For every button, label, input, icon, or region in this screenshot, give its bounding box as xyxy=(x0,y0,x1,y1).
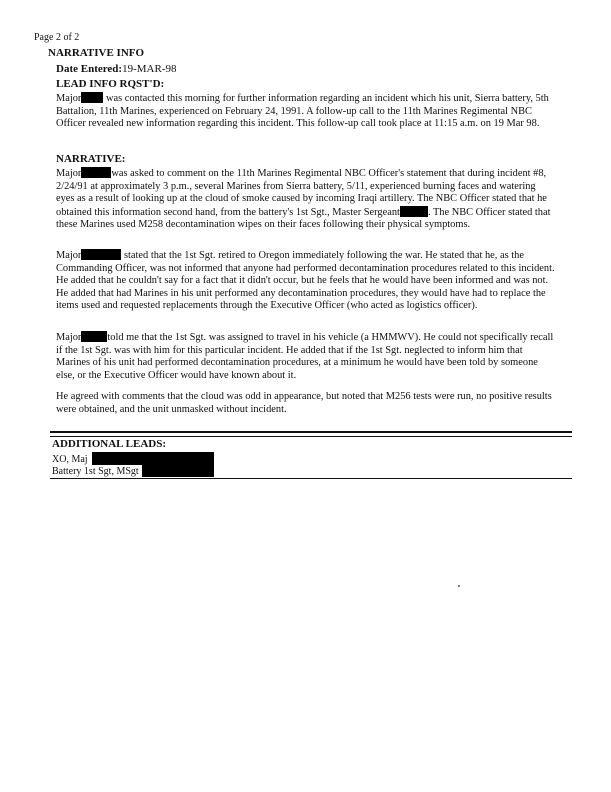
divider-rule-thin xyxy=(50,436,572,437)
narrative-paragraph-1 xyxy=(56,167,556,232)
narrative-label: NARRATIVE: xyxy=(56,153,126,165)
p1-post: . The NBC Officer stated that these Marines used M258 decontamination wipes on their faces following their physical symptoms. xyxy=(56,206,551,231)
p3-post: told me that the 1st Sgt. was assigned to travel in his vehicle (a HMMWV). He could not specifically recall if the 1st Sgt. was with him for this particular incident. He added that if the 1st Sgt. neglected to inform him that Marines of his unit had performed decontamination procedures, at a minimum he would have been told by someone else, or the Executive Officer would have known about it. xyxy=(56,332,554,381)
p2-pre: Major xyxy=(56,250,82,261)
redaction-block xyxy=(81,331,107,342)
section-title: NARRATIVE INFO xyxy=(48,47,145,59)
lead-info-post: was contacted this morning for further information regarding an incident which his unit, Sierra battery, 5th Battalion, 11th Marines, experienced on February 24, 1991. A follow-up call to the 11th Marines Regimental NBC Officer revealed new information regarding this incident. This follow-up call took place at 11:15 a.m. on 19 Mar 98. xyxy=(56,93,549,130)
scan-speck xyxy=(458,585,460,587)
date-entered-label: Date Entered: xyxy=(56,63,123,75)
additional-lead-item xyxy=(52,464,214,478)
page-number: Page 2 of 2 xyxy=(34,32,80,43)
redaction-block xyxy=(81,167,111,178)
redaction-block xyxy=(400,206,428,217)
additional-leads-label: ADDITIONAL LEADS: xyxy=(52,438,166,450)
lead-item-label: Battery 1st Sgt, MSgt xyxy=(52,466,139,477)
p1-mid: was asked to comment on the 11th Marines Regimental NBC Officer's statement that during incident #8, 2/24/91 at approximately 3 p.m., several Marines from Sierra battery, 5/11, experienced burning faces and watering eyes as a result of looking up at the cloud of smoke caused by incoming Iraqi artillery. The NBC Officer stated that he obtained this information second hand, from the battery's 1st Sgt., Master Sergeant xyxy=(56,168,547,218)
lead-info-paragraph xyxy=(56,92,556,131)
divider-rule-bottom xyxy=(50,478,572,479)
lead-info-label: LEAD INFO RQST'D: xyxy=(56,78,165,90)
p1-pre: Major xyxy=(56,168,82,179)
redaction-block xyxy=(81,249,121,260)
date-entered-row xyxy=(56,63,176,75)
narrative-paragraph-2 xyxy=(56,249,556,313)
narrative-paragraph-3 xyxy=(56,331,556,382)
p2-post: stated that the 1st Sgt. retired to Oregon immediately following the war. He stated that he, as the Commanding Officer, was not informed that anyone had performed decontamination procedures related to this incident. He added that he couldn't say for a fact that it didn't occur, but he feels that he would have been informed and was not. He added that had Marines in his unit performed any decontamination procedures, they would have had to replace the items used and requested replacements through the Executive Officer (who acted as logistics officer). xyxy=(56,250,555,312)
divider-rule xyxy=(50,431,572,433)
narrative-paragraph-4: He agreed with comments that the cloud was odd in appearance, but noted that M256 tests were run, no positive results were obtained, and the unit unmasked without incident. xyxy=(56,391,552,415)
date-entered-value: 19-MAR-98 xyxy=(122,63,177,75)
redaction-block xyxy=(81,92,103,103)
lead-info-pre: Major xyxy=(56,93,82,104)
p3-pre: Major xyxy=(56,332,82,343)
redaction-block xyxy=(142,464,214,477)
lead-item-label: XO, Maj xyxy=(52,454,88,465)
